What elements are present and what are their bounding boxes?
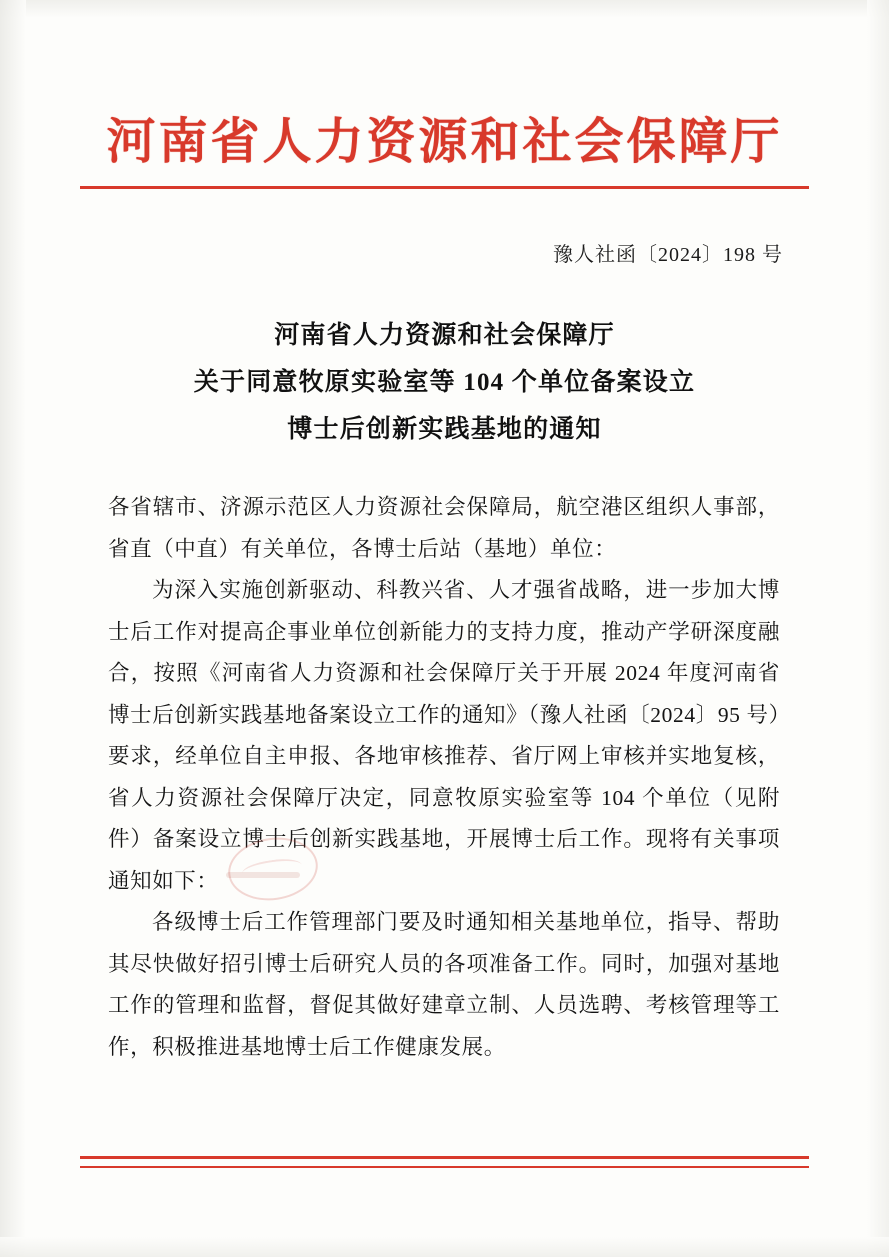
- document-number: 豫人社函〔2024〕198 号: [553, 244, 783, 266]
- document-content: [78, 0, 811, 1257]
- paragraph-background: 为深入实施创新驱动、科教兴省、人才强省战略，进一步加大博士后工作对提高企事业单位创新能力的支持力度，推动产学研深度融合，按照《河南省人力资源和社会保障厅关于开展 2024 年度河南省博士后创新实践基地备案设立工作的通知》（豫人社函〔2024〕95 号）要求，经单位自主申报、各地审核推荐、省厅网上审核并实地复核，省人力资源社会保障厅决定，同意牧原实验室等 104 个单位（见附件）备案设立博士后创新实践基地，开展博士后工作。现将有关事项通知如下：: [108, 578, 780, 893]
- document-title-line-1: 河南省人力资源和社会保障厅: [274, 322, 615, 349]
- document-title-line-2: 关于同意牧原实验室等 104 个单位备案设立: [193, 369, 696, 396]
- masthead-divider-rule: [80, 186, 809, 189]
- footer-divider-thin: [80, 1166, 809, 1168]
- paper-edge-left: [0, 0, 26, 1257]
- masthead: [78, 112, 811, 172]
- stamp-smudge: [226, 872, 300, 878]
- paragraph-requirement: 各级博士后工作管理部门要及时通知相关基地单位，指导、帮助其尽快做好招引博士后研究人员的各项准备工作。同时，加强对基地工作的管理和监督，督促其做好建章立制、人员选聘、考核管理等工作，积极推进基地博士后工作健康发展。: [108, 910, 780, 1059]
- document-title: [78, 312, 811, 453]
- issuing-authority-title: 河南省人力资源和社会保障厅: [106, 114, 783, 169]
- footer-divider-thick: [80, 1156, 809, 1159]
- paper-edge-right: [867, 0, 889, 1257]
- paragraph-salutation: 各省辖市、济源示范区人力资源社会保障局，航空港区组织人事部，省直（中直）有关单位，各博士后站（基地）单位：: [108, 495, 780, 561]
- document-title-line-3: 博士后创新实践基地的通知: [287, 416, 602, 443]
- document-body: [108, 487, 780, 1068]
